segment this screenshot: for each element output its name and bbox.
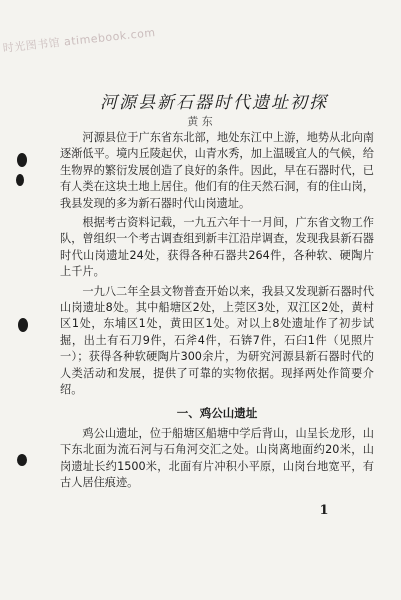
page-number: 1 — [319, 503, 329, 518]
article-title: 河源县新石器时代遗址初探 — [100, 93, 328, 113]
binding-hole-mark — [17, 153, 27, 167]
section-body — [60, 426, 374, 492]
paragraph-3: 一九八二年全县文物普查开始以来，我县又发现新石器时代山岗遗址8处。其中船塘区2处，上莞区3处，双江区2处，黄村区1处，东埔区1处，黄田区1处。对以上8处遗址作了初步试掘，出土有石刀9件，石斧4件，石锛7件，石臼1件（见照片一）；获得各种软硬陶片300余片，为研究河源县新石器时代的人类活动和发展，提供了可靠的实物依据。现择两处作简要介绍。 — [60, 284, 374, 397]
paragraph-2: 根据考古资料记载，一九五六年十一月间，广东省文物工作队，曾组织一个考古调查组到新丰江沿岸调查，发现我县新石器时代山岗遗址24处，获得各种石器共264件，各种软、硬陶片上千片。 — [60, 216, 374, 279]
binding-hole-mark — [18, 318, 28, 332]
section-heading: 一、鸡公山遗址 — [176, 406, 258, 420]
section-paragraph: 鸡公山遗址，位于船塘区船塘中学后背山，山呈长龙形，山下东北面为流石河与石角河交汇之处。山岗离地面约20米，山岗遗址长约1500米，北面有片冲积小平原，山岗台地宽平，有古人居住痕迹。 — [60, 427, 374, 490]
author-name: 黄 东 — [187, 115, 213, 128]
watermark: 时光图书馆 atimebook.com — [2, 25, 157, 55]
binding-hole-marks — [10, 150, 40, 480]
binding-hole-mark — [16, 174, 24, 186]
paragraph-1: 河源县位于广东省东北部，地处东江中上游，地势从北向南逐渐低平。境内丘陵起伏，山青水秀，加上温暖宜人的气候，给生物界的繁衍发展创造了良好的条件。因此，早在石器时代，已有人类在这块土地上居住。他们有的住天然石洞，有的住山岗，我县发现的多为新石器时代山岗遗址。 — [60, 131, 374, 210]
article-body — [60, 130, 374, 402]
binding-hole-mark — [17, 454, 27, 466]
